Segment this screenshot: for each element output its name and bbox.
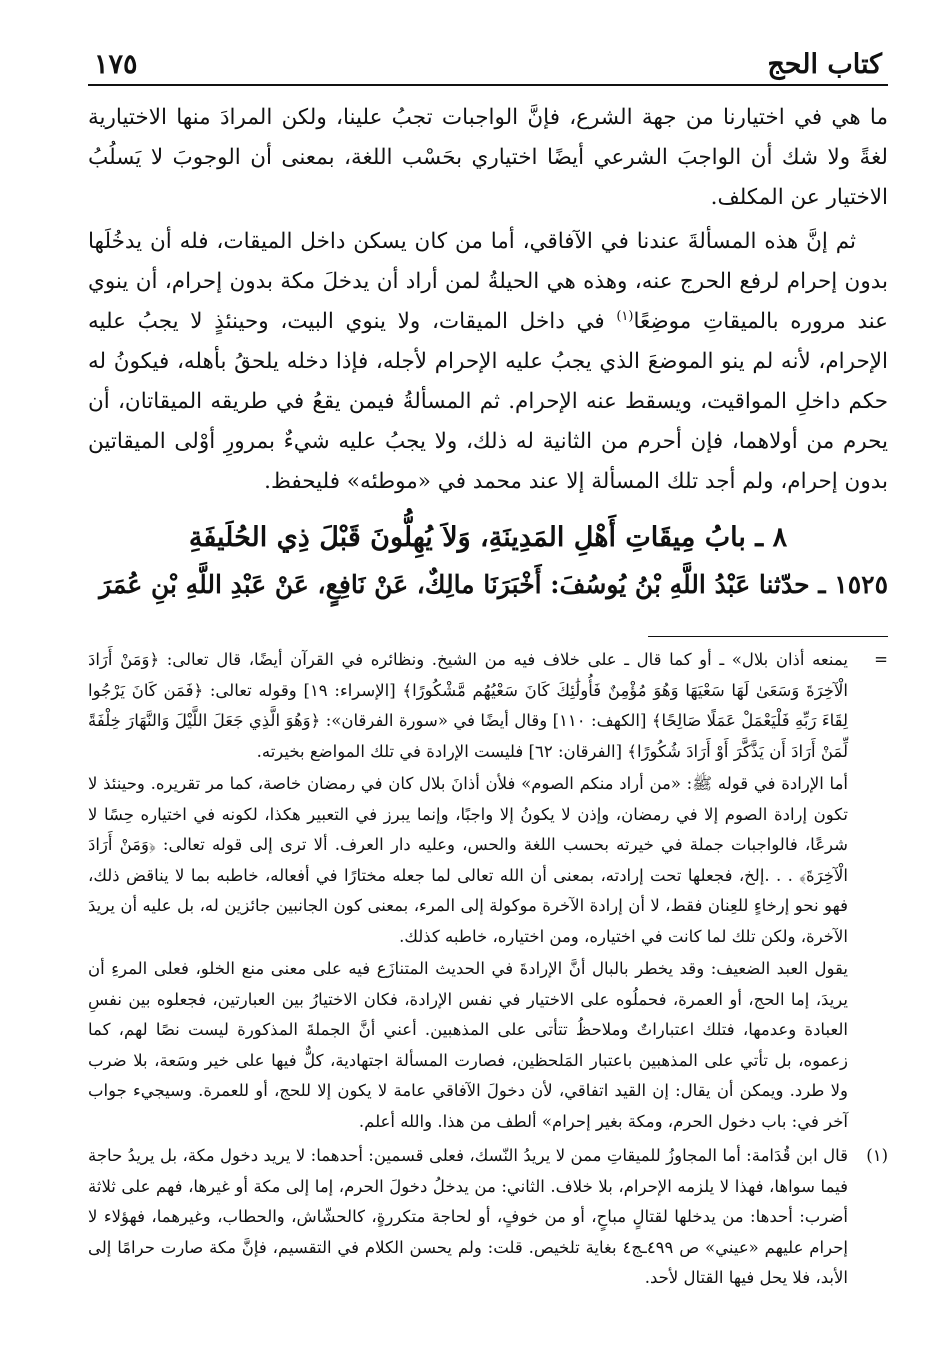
continuation-marker: = [874,650,888,669]
paragraph [88,222,888,502]
main-text [88,98,888,502]
footnote-divider [648,636,888,637]
footnote-1 [88,1141,888,1294]
footnote-paragraph: يمنعه أذان بلال» ـ أو كما قال ـ على خلاف فيه من الشيخ. ونظائره في القرآن أيضًا، قال تعالى: ﴿وَمَنْ أَرَادَ الْآخِرَةَ وَسَعَىٰ لَهَا سَعْيَهَا وَهُوَ مُؤْمِنٌ فَأُولَٰئِكَ كَانَ سَعْيُهُم مَّشْكُورًا﴾ [الإسراء: ١٩] وقوله تعالى: ﴿فَمَن كَانَ يَرْجُوا لِقَاءَ رَبِّهِ فَلْيَعْمَلْ عَمَلًا صَالِحًا﴾ [الكهف: ١١٠] وقال أيضًا في «سورة الفرقان»: ﴿وَهُوَ الَّذِي جَعَلَ اللَّيْلَ وَالنَّهَارَ خِلْفَةً لِّمَنْ أَرَادَ أَن يَذَّكَّرَ أَوْ أَرَادَ شُكُورًا﴾ [الفرقان: ٦٢] فليست الإرادة في تلك المواضع بخيرته. [88,650,849,761]
footnote-continuation [88,645,888,1137]
book-page [88,36,888,1298]
footnote-number: (١) [866,1146,888,1165]
paragraph-text: في داخل الميقات، ولا ينوي البيت، وحينئذٍ لا يجبُ عليه الإحرام، لأنه لم ينو الموضعَ الذي يجبُ عليه الإحرام لأجله، فإذا دخله يلحقُ بأهله، فيكونُ له حكم داخلِ المواقيت، ويسقط عنه الإحرام. ثم المسألةُ فيمن يقعُ في طريقه الميقاتان، أن يحرم من أولاهما، فإن أحرم من الثانية له ذلك، ولا يجبُ عليه شيءٌ بمرورِ أوْلى الميقاتين بدون إحرام، ولم أجد تلك المسألة إلا عند محمد في «موطئه» فليحفظ. [88,309,888,494]
paragraph: ما هي في اختيارنا من جهة الشرع، فإنَّ الواجبات تجبُ علينا، ولكن المرادَ منها الاختيارية لغةً ولا شك أن الواجبَ الشرعي أيضًا اختياري بحَسْب اللغة، بمعنى أن الوجوبَ لا يَسلُبُ الاختيار عن المكلف. [88,105,888,210]
running-header [88,36,888,86]
chapter-heading: ٨ ـ بابُ مِيقَاتِ أَهْلِ المَدِينَةِ، وَلاَ يُهِلُّونَ قَبْلَ ذِي الحُلَيفَةِ [188,522,788,553]
footnote-paragraph: يقول العبد الضعيف: وقد يخطر بالبال أنَّ الإرادةَ في الحديث المتنازَع فيه على معنى منع الخلو، فعلى المرءِ أن يريدَ، إما الحج، أو العمرة، فحملُوه على الاختيار في نفس الإرادة، فكان الاختيارُ بين العبارتين، فجعلوه بين نفسِ العبادة وعدمها، فتلك اعتباراتٌ وملاحظُ تتأتى على المذهبين. أعني أنَّ الجملةَ المذكورة ليست نصًا لهم، كما زعموه، بل تأتي على المذهبين باعتبار المَلحظين، فصارت المسألة اجتهادية، كلٌّ فيها على خير وسَعة، بلا ضرب ولا طرد. ويمكن أن يقال: إن القيد اتفاقي، لأن دخولَ الآفاقي عامة لا يكون إلا للحج، أو للعمرة. وسيجيء جواب آخر في: باب دخول الحرم، ومكة بغير إحرام» ألطف من هذا. والله أعلم. [88,959,848,1131]
footnote-paragraph: قال ابن قُدَامة: أما المجاوزُ للميقاتِ ممن لا يريدُ النّسك، فعلى قسمين: أحدهما: لا يريد دخول مكة، بل يريدُ حاجة فيما سواها، فهذا لا يلزمه الإحرام، بلا خلاف. الثاني: من يدخلُ دخولَ الحرم، إما إلى مكة أو غيرها، فهم على ثلاثة أضرب: أحدها: من يدخلها لقتالٍ مباحٍ، أو من خوفٍ، أو لحاجة متكررةٍ، كالحشّاش، والحطاب، وغيرهما، فهؤلاء لا إحرام عليهم «عيني» ص ٤٩٩ـج٤ بغاية تلخيص. قلت: ولم يحسن الكلام في التقسيم، فإنَّ مكة صارت حرامًا إلى الأبد، فلا يحل فيها القتال لأحد. [88,1146,848,1287]
footnotes [88,645,888,1294]
page-number: ١٧٥ [94,49,138,80]
paragraph-text: ثم إنَّ هذه المسألةَ عندنا في الآفاقي، أما من كان يسكن داخل الميقات، فله أن يدخُلَها بدون إحرام لرفع الحرج عنه، وهذه هي الحيلةُ لمن أراد أن يدخلَ مكة بدون إحرام، أن ينوي عند مروره بالميقاتِ موضِعًا [88,229,888,334]
hadith-isnad: ١٥٢٥ ـ حدّثنا عَبْدُ اللَّهِ بْنُ يُوسُفَ: أَخْبَرَنَا مالِكٌ، عَنْ نَافِعٍ، عَنْ عَبْدِ اللَّهِ بْنِ عُمَرَ [99,570,888,599]
running-title: كتاب الحج [767,49,882,80]
footnote-reference[interactable]: (١) [616,308,634,324]
footnote-paragraph: أما الإرادة في قوله ﷺ: «من أراد منكم الصوم» فلأن أذانَ بلال كان في رمضان خاصة، كما مر تقريره. وحينئذ لا تكون إرادة الصوم إلا في رمضان، وإذن لا يكونُ إلا واجبًا، وإنما يبرز في التعبير هكذا، لكونه في اختياره حِسًا لا شرعًا، فالواجبات جملة في خيرته بحسب اللغة والحس، وعليه دار العرف. ألا ترى إلى قوله تعالى: ﴿وَمَنْ أَرَادَ الْآخِرَةَ﴾ . . .إلخ، فجعلها تحت إرادته، بمعنى أن الله تعالى لما جعله مختارًا في أفعاله، خاطبه بما لا يناقض ذلك، فهو نحو إرخاءٍ للعِنان فقط، لا أن إرادة الآخرة موكولة إلى المرء، بمعنى كون الجانبين جائزين له، بل عليه أن يريدَ الآخرة، ولكن تلك لما كانت في اختياره، ومن اختياره، خاطبه كذلك. [88,774,848,946]
